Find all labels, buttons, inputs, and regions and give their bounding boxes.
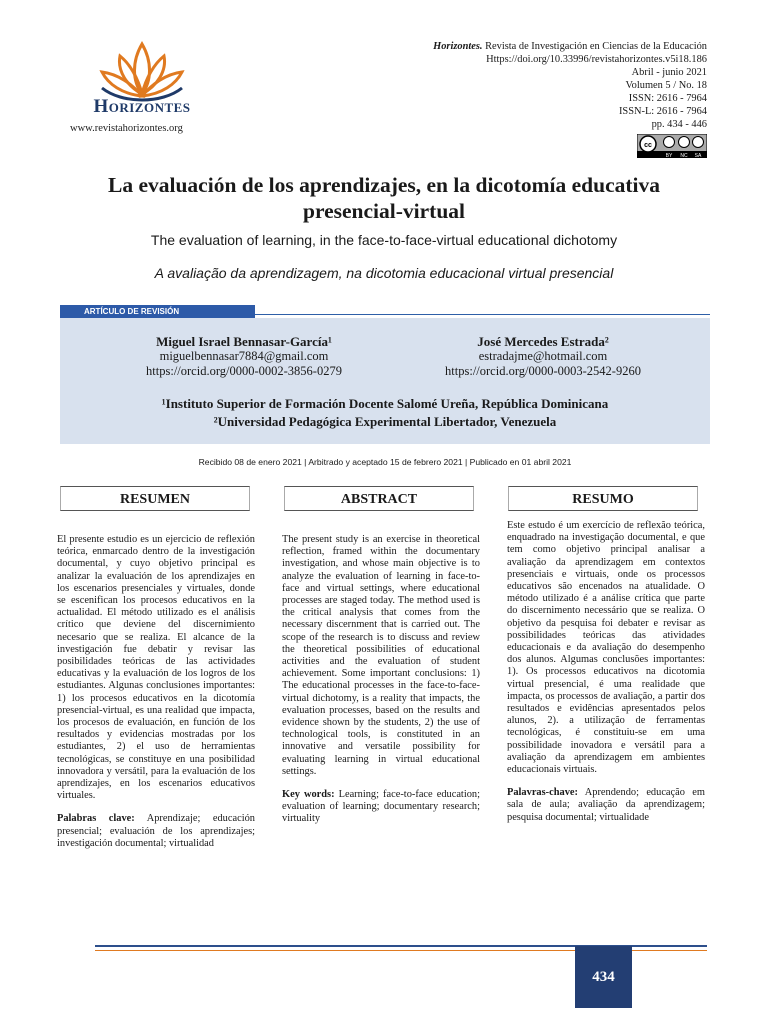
abstract-body: Este estudo é um exercício de reflexão teórica, enquadrado na investigação documental, e que tem como objetivo principal analisar a avaliação da aprendizagem em contextos presenciais e virtuais, onde os processos educativos são encenados na atualidade. O método utilizado é a análise crítica que parte do discernimento necessário que se realiza. O objetivo da pesquisa foi debater e revisar as possibilidades teóricas das atividades educacionais e da avaliação do desempenho dos alunos. Algumas conclusões importantes: 1). Os processos educativos na dicotomia virtual presencial, é uma realidade que impacta, os processos de avaliação, a partir dos resultados e evidências apresentados pelos alunos, 2). a utilização de ferramentas tecnológicas, é constituiu-se em uma possibilidade inovadora e versátil para a avaliação da aprendizagem em ambientes educacionais virtuais.	[507, 520, 705, 776]
keywords	[507, 787, 705, 824]
keywords-list: Aprendizaje; educación presencial; evaluación de los aprendizajes; investigación documental; virtualidad	[57, 813, 255, 849]
author-orcid[interactable]: https://orcid.org/0000-0002-3856-0279	[146, 364, 342, 378]
title-english: The evaluation of learning, in the face-to-face-virtual educational dichotomy	[150, 232, 618, 248]
author-email[interactable]: miguelbennasar7884@gmail.com	[159, 349, 329, 363]
site-url-link[interactable]: www.revistahorizontes.org	[70, 123, 183, 134]
issn: ISSN: 2616 - 7964	[628, 93, 707, 104]
article-type-tag: ARTÍCULO DE REVISIÓN	[60, 305, 255, 318]
logo-wordmark: Horizontes	[93, 96, 191, 117]
license-sa: SA	[694, 153, 702, 158]
affiliation-2: ²Universidad Pedagógica Experimental Libertador, Venezuela	[213, 414, 557, 429]
issue-date: Abril - junio 2021	[631, 67, 707, 78]
author-1	[94, 334, 394, 379]
heading-resumo: RESUMO	[572, 492, 634, 507]
heading-abstract: ABSTRACT	[340, 492, 418, 507]
title-portuguese: A avaliação da aprendizagem, na dicotomia educacional virtual presencial	[154, 265, 614, 281]
keywords-label: Key words:	[282, 789, 335, 801]
journal-info	[433, 40, 707, 131]
page-range: pp. 434 - 446	[651, 119, 707, 130]
journal-logo-icon	[72, 36, 212, 136]
svg-text:cc: cc	[644, 142, 652, 149]
author-2	[393, 334, 693, 379]
publication-dates: Recibido 08 de enero 2021 | Arbitrado y aceptado 15 de febrero 2021 | Publicado en 01 abril 2021	[198, 457, 572, 467]
keywords-label: Palabras clave:	[57, 813, 135, 825]
abstract-body: The present study is an exercise in theoretical reflection, framed within the documentary investigation, and whose main objective is to analyze the evaluation of learning in face-to-face and virtual settings, where educational processes are staged today. The method used is the critical analysis that comes from the necessary discernment that is carried out. The scope of the research is to discuss and review the theoretical possibilities of educational activities and the evaluation of student achievement. Some important conclusions: 1) The educational processes in the face-to-face-virtual dichotomy, is a reality that impacts, the evaluation processes, based on the results and evidence shown by the students, 2) the use of technological tools, is constituted in an innovative and versatile possibility for evaluating learning in virtual educational settings.	[282, 534, 480, 777]
author-email[interactable]: estradajme@hotmail.com	[478, 349, 608, 363]
keywords-label: Palavras-chave:	[507, 787, 578, 799]
license-by: BY	[665, 153, 673, 158]
author-name: Miguel Israel Bennasar-García¹	[156, 334, 332, 349]
abstract-portuguese	[507, 520, 705, 835]
title-spanish: La evaluación de los aprendizajes, en la dicotomía educativa presencial-virtual	[107, 173, 661, 223]
keywords	[57, 813, 255, 850]
affiliation-1: ¹Instituto Superior de Formación Docente Salomé Ureña, República Dominicana	[161, 396, 609, 411]
keywords-list: Learning; face-to-face education; evaluation of learning; documentary research; virtuality	[282, 789, 480, 825]
keywords-list: Aprendendo; educação em sala de aula; avaliação da aprendizagem; pesquisa documental; virtualidade	[507, 787, 705, 823]
heading-resumen: RESUMEN	[119, 492, 190, 507]
keywords	[282, 789, 480, 826]
abstract-english	[282, 534, 480, 837]
issn-l: ISSN-L: 2616 - 7964	[618, 106, 707, 117]
creative-commons-license-icon[interactable]	[637, 134, 707, 158]
volume-number: Volumen 5 / No. 18	[625, 80, 707, 91]
journal-title	[433, 40, 707, 53]
abstract-body: El presente estudio es un ejercicio de reflexión teórica, enmarcado dentro de la investigación documental, y cuyo objetivo principal es analizar la evaluación de los aprendizajes en los escenarios presenciales y virtuales, donde se escenifican los procesos educativos en la actualidad. El método utilizado es el análisis crítico que deviene del discernimiento necesario que se realiza. El alcance de la investigación fue debatir y revisar las posibilidades teóricas de las actividades educativas y la evaluación de los logros de los estudiantes. Algunas conclusiones importantes: 1) los procesos educativos en la dicotomía presencial-virtual, es una realidad que impacta, los procesos de evaluación, en función de los resultados y evidencias mostradas por los estudiantes, 2) el uso de herramientas tecnológicas, se constituye en una posibilidad innovadora y versátil, para la evaluación de los aprendizajes, en los escenarios educativos virtuales.	[57, 534, 255, 802]
abstract-spanish	[57, 534, 255, 861]
author-name: José Mercedes Estrada²	[477, 334, 609, 349]
license-nc: NC	[680, 153, 688, 158]
journal-name: Horizontes.	[433, 41, 483, 52]
author-orcid[interactable]: https://orcid.org/0000-0003-2542-9260	[445, 364, 641, 378]
page-number: 434	[575, 946, 632, 1008]
journal-description: Revista de Investigación en Ciencias de la Educación	[482, 41, 707, 52]
doi-link[interactable]: Https://doi.org/10.33996/revistahorizontes.v5i18.186	[486, 54, 707, 65]
